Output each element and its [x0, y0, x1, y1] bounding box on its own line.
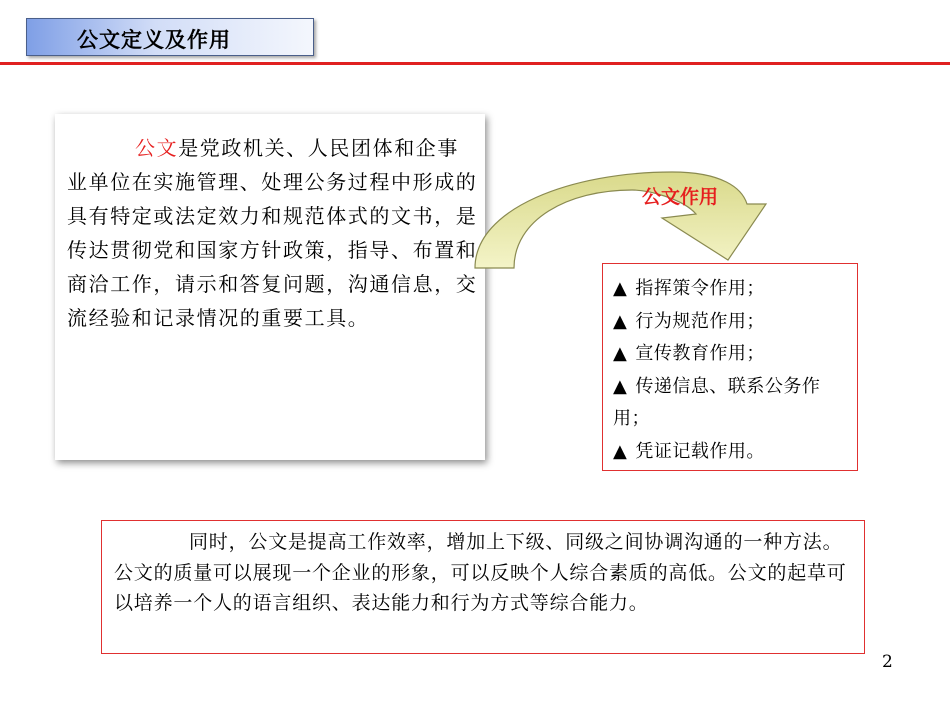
definition-panel	[55, 114, 485, 460]
list-item: ▲ 凭证记载作用。	[613, 440, 765, 462]
curved-arrow-icon	[472, 168, 772, 278]
roles-panel	[602, 263, 858, 471]
definition-text	[67, 131, 479, 335]
roles-list	[613, 273, 849, 468]
slide-title: 公文定义及作用	[77, 28, 231, 52]
definition-body: 是党政机关、人民团体和企事业单位在实施管理、处理公务过程中形成的具有特定或法定效力和规范体式的文书，是传达贯彻党和国家方针政策，指导、布置和商洽工作，请示和答复问题，沟通信息，交流经验和记录情况的重要工具。	[67, 136, 478, 330]
triangle-bullet-icon: ▲	[613, 375, 628, 397]
slide-title-box	[26, 18, 314, 56]
triangle-bullet-icon: ▲	[613, 343, 628, 364]
page-number: 2	[882, 652, 893, 672]
list-item: ▲ 指挥策令作用；	[613, 278, 765, 299]
triangle-bullet-icon: ▲	[613, 310, 628, 332]
triangle-bullet-icon: ▲	[613, 440, 628, 462]
summary-text: 同时，公文是提高工作效率，增加上下级、同级之间协调沟通的一种方法。公文的质量可以展现一个企业的形象，可以反映个人综合素质的高低。公文的起草可以培养一个人的语言组织、表达能力和行为方式等综合能力。	[114, 531, 847, 614]
list-item: ▲ 宣传教育作用；	[613, 343, 765, 364]
summary-panel	[101, 520, 865, 654]
triangle-bullet-icon: ▲	[613, 278, 628, 299]
roles-title: 公文作用	[642, 186, 719, 208]
list-item: ▲ 传递信息、联系公务作用；	[613, 375, 821, 429]
definition-term: 公文	[135, 136, 179, 160]
arrow-shape	[475, 172, 766, 268]
list-item: ▲ 行为规范作用；	[613, 310, 765, 332]
title-divider	[0, 62, 950, 65]
